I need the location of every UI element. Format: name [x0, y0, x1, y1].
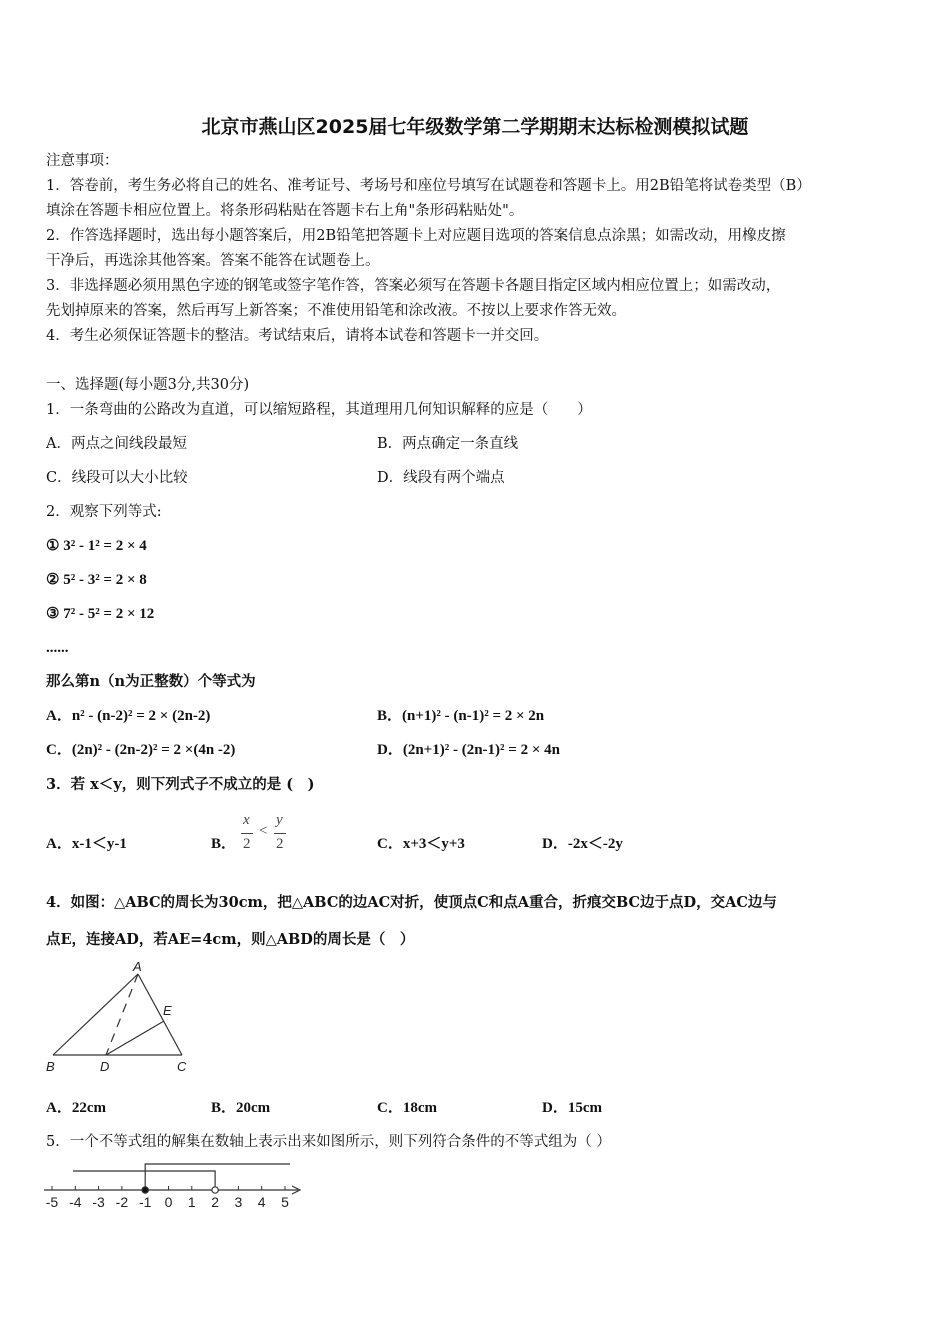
- q1-option-b: B．两点确定一条直线: [377, 436, 519, 452]
- notice-heading: 注意事项：: [46, 153, 119, 169]
- edge-ab: [53, 974, 138, 1055]
- notice-line: 先划掉原来的答案，然后再写上新答案；不准使用铅笔和涂改液。不按以上要求作答无效。: [46, 303, 626, 319]
- notice-line: 2．作答选择题时，选出每小题答案后，用2B铅笔把答题卡上对应题目选项的答案信息点涂黑；如需改动，用橡皮擦: [46, 228, 786, 244]
- q2-ask: 那么第n（n为正整数）个等式为: [46, 673, 256, 690]
- q2-option-b: B．(n+1)² - (n-1)² = 2 × 2n: [377, 708, 545, 724]
- notice-line: 3．非选择题必须用黑色字迹的钢笔或签字笔作答，答案必须写在答题卡各题目指定区域内相应位置上；如需改动，: [46, 278, 781, 294]
- page-title: 北京市燕山区2025届七年级数学第二学期期末达标检测模拟试题: [201, 116, 749, 138]
- question-1-stem: 1．一条弯曲的公路改为直道，可以缩短路程，其道理用几何知识解释的应是（ ）: [46, 402, 592, 418]
- label-c: C: [177, 1059, 187, 1074]
- q4-option-a: A．22cm: [46, 1100, 106, 1116]
- label-e: E: [163, 1003, 172, 1018]
- q3-option-b-label: B．: [211, 836, 237, 852]
- q3-b-lhs-num: x: [243, 812, 250, 828]
- q3-option-a: A．x-1＜y-1: [46, 836, 127, 852]
- section-heading: 一、选择题(每小题3分,共30分): [46, 377, 250, 393]
- q3-option-b-fraction: [240, 812, 300, 858]
- tick-label: 5: [281, 1194, 289, 1210]
- question-3-stem: 3．若 x＜y，则下列式子不成立的是 ( ): [46, 776, 315, 793]
- solid-point: [142, 1187, 148, 1193]
- q4-option-b: B．20cm: [211, 1100, 271, 1116]
- open-point: [212, 1187, 218, 1193]
- q4-option-c: C．18cm: [377, 1100, 437, 1116]
- q3-b-relation: <: [259, 823, 268, 839]
- q3-b-rhs-den: 2: [276, 836, 284, 852]
- notice-line: 干净后，再选涂其他答案。答案不能答在试题卷上。: [46, 253, 380, 269]
- question-4-stem-line2: 点E，连接AD，若AE=4cm，则△ABD的周长是（ ）: [46, 931, 415, 948]
- fold-de: [106, 1021, 164, 1055]
- q3-b-lhs-den: 2: [243, 836, 251, 852]
- q2-equation-1: ① 3² - 1² = 2 × 4: [46, 538, 147, 554]
- q4-option-d: D．15cm: [542, 1100, 602, 1116]
- fraction-bar: [274, 833, 286, 834]
- tick-label: 2: [211, 1194, 219, 1210]
- q3-option-c: C．x+3＜y+3: [377, 836, 465, 852]
- notice-line: 1．答卷前，考生务必将自己的姓名、准考证号、考场号和座位号填写在试题卷和答题卡上。用2B铅笔将试卷类型（B）: [46, 178, 811, 194]
- q1-option-c: C．线段可以大小比较: [46, 470, 188, 486]
- tick-label: 0: [164, 1194, 173, 1210]
- notice-line: 填涂在答题卡相应位置上。将条形码粘贴在答题卡右上角"条形码粘贴处"。: [46, 203, 524, 219]
- question-2-stem: 2．观察下列等式:: [46, 504, 162, 520]
- label-a: A: [133, 959, 142, 974]
- q3-option-d: D．-2x＜-2y: [542, 836, 623, 852]
- q1-option-a: A．两点之间线段最短: [46, 436, 187, 452]
- question-4-stem-line1: 4．如图：△ABC的周长为30cm，把△ABC的边AC对折，使顶点C和点A重合，折痕交BC边于点D，交AC边与: [46, 894, 777, 911]
- tick-label: -4: [69, 1194, 82, 1210]
- q2-option-d: D．(2n+1)² - (2n-1)² = 2 × 4n: [377, 742, 560, 758]
- q1-option-d: D．线段有两个端点: [377, 470, 505, 486]
- segment-ad: [106, 974, 138, 1055]
- tick-label: 1: [187, 1194, 196, 1210]
- q2-equation-2: ② 5² - 3² = 2 × 8: [46, 572, 147, 588]
- tick-label: -2: [115, 1194, 129, 1210]
- edge-ac: [138, 974, 182, 1055]
- triangle-figure: [40, 958, 200, 1078]
- q3-b-rhs-num: y: [276, 812, 283, 828]
- label-d: D: [100, 1059, 110, 1074]
- q2-option-a: A．n² - (n-2)² = 2 × (2n-2): [46, 708, 211, 724]
- label-b: B: [46, 1059, 55, 1074]
- q2-equation-3: ③ 7² - 5² = 2 × 12: [46, 606, 155, 622]
- question-5-stem: 5．一个不等式组的解集在数轴上表示出来如图所示，则下列符合条件的不等式组为（ ）: [46, 1134, 611, 1150]
- tick-label: -1: [138, 1194, 152, 1210]
- solution-ray-right: [145, 1164, 290, 1190]
- tick-label: -3: [92, 1194, 105, 1210]
- tick-label: -5: [45, 1194, 59, 1210]
- q2-ellipsis: ......: [46, 640, 69, 656]
- tick-label: 3: [234, 1194, 243, 1210]
- solution-ray-left: [73, 1171, 215, 1186]
- q2-option-c: C．(2n)² - (2n-2)² = 2 ×(4n -2): [46, 742, 236, 758]
- number-line: [40, 1158, 310, 1214]
- fraction-bar: [241, 833, 253, 834]
- notice-line: 4．考生必须保证答题卡的整洁。考试结束后，请将本试卷和答题卡一并交回。: [46, 328, 549, 344]
- tick-label: 4: [257, 1194, 266, 1210]
